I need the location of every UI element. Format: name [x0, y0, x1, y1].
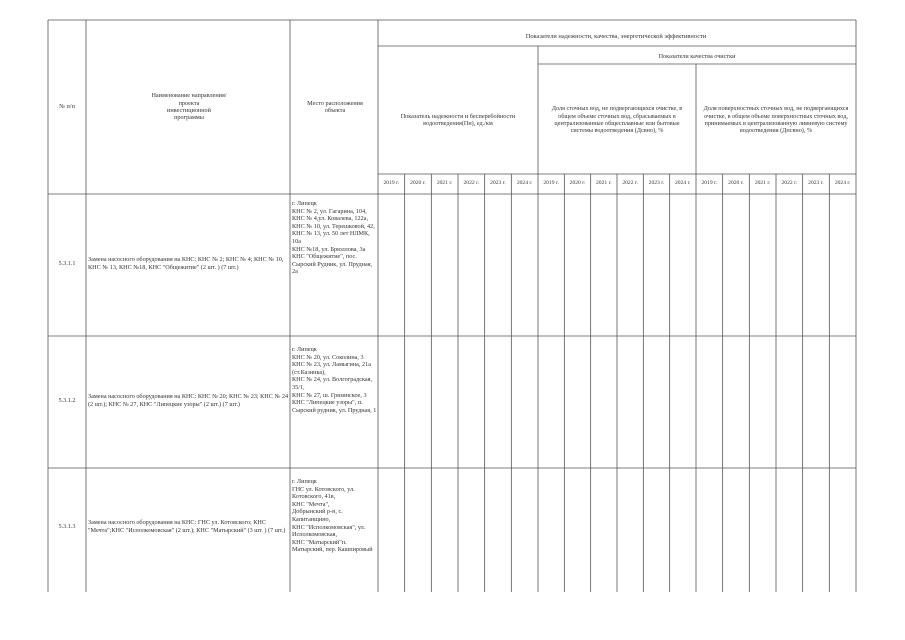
year-label: 2020 г.: [728, 180, 744, 186]
header-indicators-group: Показатели надежности, качества, энергетической эффективности: [525, 33, 707, 41]
header-quality-1: Доля сточных вод, не подвергающихся очистке, в общем объеме сточных вод, сбрасываемых в централизованные общесплавные или бытовые системы водоотведения (Дсвно), %: [551, 105, 683, 135]
year-label: 2023 г.: [808, 180, 824, 186]
year-label: 2021 г.: [754, 180, 771, 186]
row-number: 5.3.1.3: [58, 523, 76, 531]
year-label: 2019 г.: [383, 180, 400, 186]
row-location: г. Липецк КНС № 2, ул. Гагарина, 104, КНС № 4,ул. Ковалева, 122а, КНС № 10, ул. Терешковой, 42, КНС № 13, ул. 50 лет НЛМК, 10а КНС №18, ул. Брюллова, 3а КНС "Общежитие", пос. Сырский Рудник, ул. Прудная, 2а: [292, 200, 375, 276]
year-label: 2019 г.: [701, 180, 718, 186]
header-number: № п/п: [59, 103, 75, 111]
row-project-name: Замена насосного оборудования на КНС: КНС № 20; КНС № 23; КНС № 24 (2 шт.); КНС № 27, КНС "Липецкие узоры" (2 шт.) (7 шт.): [88, 393, 289, 408]
year-label: 2024 г.: [834, 180, 851, 186]
year-label: 2022 г.: [781, 180, 798, 186]
year-label: 2020 г.: [569, 180, 586, 186]
year-label: 2023 г.: [648, 180, 665, 186]
year-label: 2019 г.: [543, 180, 559, 186]
header-quality-2: Доля поверхностных сточных вод, не подвергающихся очистке, в общем объеме поверхностных сточных вод, принимаемых в централизованную ливневую систему водоотведения (Дпсвно), %: [703, 105, 849, 135]
row-number: 5.3.1.2: [58, 397, 76, 405]
year-label: 2021 г.: [595, 180, 612, 186]
header-location: Место расположения объекта: [307, 99, 363, 114]
year-label: 2022 г.: [622, 180, 638, 186]
year-label: 2024 г.: [674, 180, 691, 186]
year-label: 2020 г.: [410, 180, 426, 186]
header-reliability: Показатель надежности и бесперебойности водоотведения(Пн), ед./км: [400, 112, 516, 127]
row-number: 5.3.1.1: [58, 260, 76, 268]
year-label: 2022 г.: [463, 180, 480, 186]
row-project-name: Замена насосного оборудования на КНС: КНС № 2; КНС № 4; КНС № 10, КНС № 13, КНС №18, КНС "Общежитие" (2 шт. ) (7 шт.): [88, 256, 284, 271]
header-project-name: Наименование направления/ проекта инвестиционной программы: [151, 92, 227, 122]
header-quality-group: Показатели качества очистки: [658, 53, 736, 61]
year-label: 2021 г.: [436, 180, 453, 186]
row-location: г. Липецк ГНС ул. Котовского, ул. Котовского, 41в, КНС "Мечта", Добрынский р-н, с. Капитанщино, КНС "Исполкомовская", ул. Исполкомовская, КНС "Матырский"п. Матырский, пер. Кашпировый: [292, 478, 373, 554]
row-project-name: Замена насосного оборудования на КНС: ГНС ул. Котовского; КНС "Мечта";КНС "Исполкомовская" (2 шт.); КНС "Матырский" (3 шт. ) (7 шт.): [88, 519, 286, 534]
row-location: г. Липецк КНС № 20, ул. Соколина, 3 КНС № 23, ул. Ламыгина, 21а (ст.Казинка), КНС № 24, ул. Волгоградская, 35/1, КНС № 27, ш. Грязинское, 3 КНС "Липецкие узоры", п. Сырский рудник, ул. Прудная, 1: [292, 346, 377, 414]
year-label: 2024 г.: [516, 180, 533, 186]
year-label: 2023 г.: [490, 180, 506, 186]
